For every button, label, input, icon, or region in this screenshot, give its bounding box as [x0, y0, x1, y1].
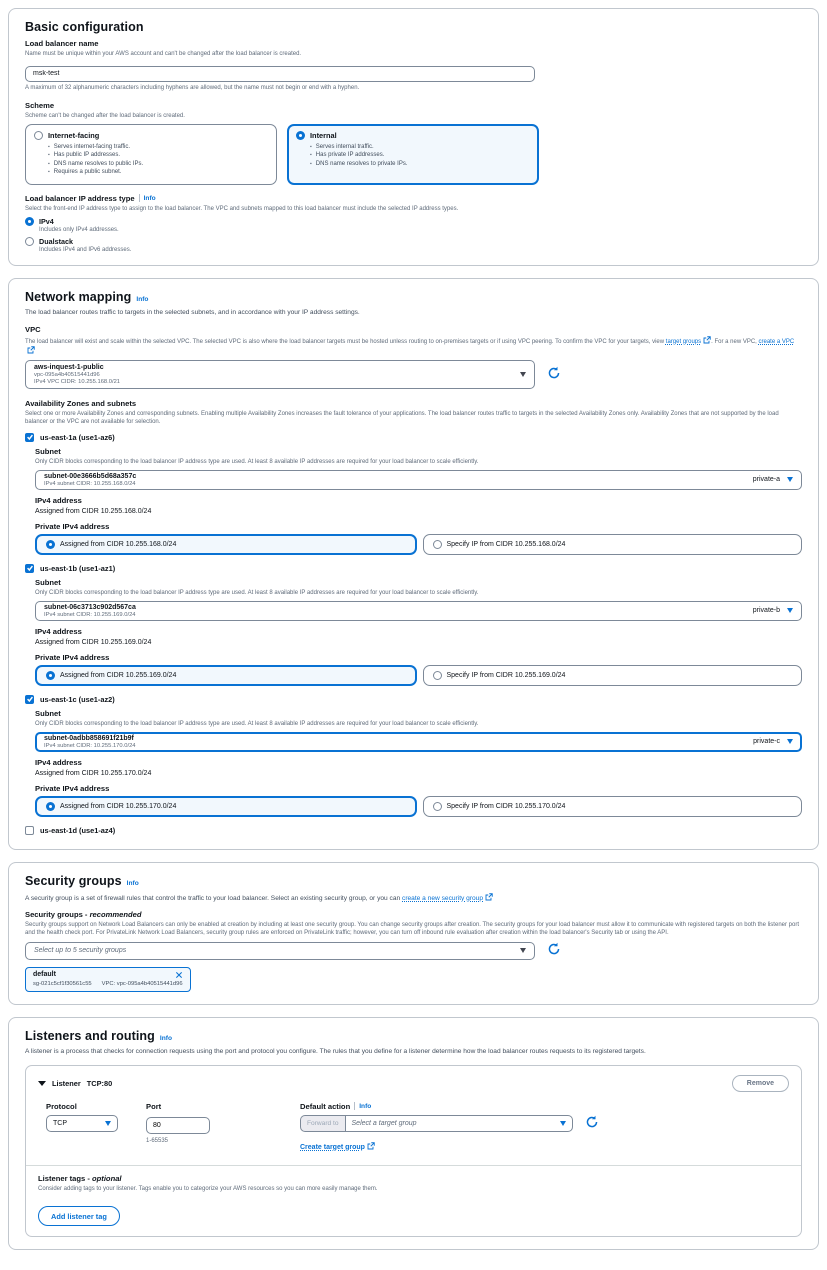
target-group-select[interactable]: [345, 1115, 573, 1132]
divider: [354, 1102, 355, 1110]
chevron-down-icon: [105, 1121, 111, 1126]
port-range-hint: 1-65535: [146, 1137, 169, 1144]
radio-icon[interactable]: [46, 802, 55, 811]
ipv4-option-label: Specify IP from CIDR 10.255.169.0/24: [446, 671, 566, 679]
ipv4-address-label: IPv4 address: [35, 495, 82, 505]
listener-card: [25, 1065, 802, 1238]
listener-tags-label: Listener tags - optional: [38, 1173, 122, 1183]
ipv4-option-specify[interactable]: [423, 665, 803, 686]
private-ipv4-label: Private IPv4 address: [35, 652, 110, 662]
ipv4-option-label: Specify IP from CIDR 10.255.170.0/24: [446, 802, 566, 810]
radio-icon[interactable]: [296, 131, 305, 140]
scheme-option-internal[interactable]: [287, 124, 539, 185]
listeners-routing-info-link[interactable]: Info: [159, 1034, 172, 1042]
subnet-id: subnet-00e3666b5d68a357c: [44, 472, 137, 480]
checkbox-checked-icon[interactable]: [25, 695, 34, 704]
subnet-select-us-east-1a[interactable]: [35, 470, 802, 490]
az-checkbox-label: us-east-1a (use1-az6): [40, 432, 115, 442]
checkbox-unchecked-icon[interactable]: [25, 826, 34, 835]
radio-icon[interactable]: [433, 802, 442, 811]
protocol-label: Protocol: [46, 1101, 77, 1111]
radio-icon[interactable]: [46, 671, 55, 680]
az-block-us-east-1d: [25, 826, 802, 835]
scheme-bullet: ▪ Serves internet-facing traffic.: [53, 143, 131, 150]
default-action-label: Default action: [300, 1101, 351, 1111]
ip-option-hint: Includes only IPv4 addresses.: [39, 226, 119, 233]
default-action-info-link[interactable]: Info: [359, 1102, 372, 1110]
subnet-tag: private-a: [752, 476, 780, 483]
private-ipv4-label: Private IPv4 address: [35, 521, 110, 531]
ip-address-type-label: Load balancer IP address type: [25, 193, 135, 203]
ip-address-type-hint: Select the front-end IP address type to assign to the load balancer. The VPC and subnets mapped to this load balancer must include the selected IP address types.: [25, 205, 459, 212]
vpc-select-name: aws-inquest-1-public: [34, 363, 104, 371]
listener-word: Listener: [52, 1078, 81, 1088]
remove-listener-button[interactable]: Remove: [732, 1075, 789, 1092]
security-group-token-vpc: VPC: vpc-095a4b40515441d96: [101, 980, 183, 987]
listener-value: TCP:80: [86, 1078, 113, 1088]
divider: [26, 1165, 801, 1166]
ipv4-option-label: Specify IP from CIDR 10.255.168.0/24: [446, 540, 566, 548]
security-groups-refresh-button[interactable]: [547, 942, 561, 959]
port-label: Port: [146, 1101, 162, 1111]
vpc-refresh-button[interactable]: [547, 366, 561, 383]
ipv4-address-label: IPv4 address: [35, 757, 82, 767]
ipv4-assigned-text: Assigned from CIDR 10.255.168.0/24: [35, 507, 152, 515]
basic-configuration-section: [8, 8, 819, 266]
vpc-label: VPC: [25, 324, 41, 334]
ipv4-option-assigned[interactable]: [35, 796, 417, 817]
load-balancer-name-constraint: A maximum of 32 alphanumeric characters including hyphens are allowed, but the name must not begin or end with a hyphen.: [25, 84, 360, 91]
chevron-down-icon: [787, 477, 793, 482]
network-mapping-subtitle: The load balancer routes traffic to targets in the selected subnets, and in accordance with your IP address settings.: [25, 308, 360, 316]
subnet-label: Subnet: [35, 577, 61, 587]
chevron-down-icon: [787, 608, 793, 613]
ip-option-label: IPv4: [39, 216, 54, 226]
protocol-value: TCP: [53, 1119, 67, 1127]
scheme-bullet: ▪ DNS name resolves to private IPs.: [315, 160, 408, 167]
radio-icon[interactable]: [25, 237, 34, 246]
listener-tags-hint: Consider adding tags to your listener. Tags enable you to categorize your AWS resources so you can more easily manage them.: [38, 1185, 378, 1192]
private-ipv4-label: Private IPv4 address: [35, 783, 110, 793]
security-group-token-id: sg-021c5cf1f30561c55: [33, 980, 92, 987]
ip-option-label: Dualstack: [39, 236, 73, 246]
radio-icon[interactable]: [433, 671, 442, 680]
ipv4-option-label: Assigned from CIDR 10.255.169.0/24: [60, 671, 177, 679]
port-input[interactable]: [146, 1117, 210, 1134]
refresh-icon: [547, 366, 561, 380]
listeners-routing-subtitle: A listener is a process that checks for connection requests using the port and protocol you configure. The rules that you define for a listener determine how the load balancer routes requests to its registered targets.: [25, 1047, 646, 1055]
vpc-select-cidr: IPv4 VPC CIDR: 10.255.168.0/21: [34, 378, 121, 385]
subnet-select-us-east-1b[interactable]: [35, 601, 802, 621]
az-checkbox-us-east-1a[interactable]: [25, 433, 802, 442]
ip-option-hint: Includes IPv4 and IPv6 addresses.: [39, 246, 132, 253]
ipv4-option-label: Assigned from CIDR 10.255.168.0/24: [60, 540, 177, 548]
refresh-icon: [547, 942, 561, 956]
az-block-us-east-1b: [25, 564, 802, 686]
ipv4-assigned-text: Assigned from CIDR 10.255.169.0/24: [35, 638, 152, 646]
ipv4-address-label: IPv4 address: [35, 626, 82, 636]
radio-icon[interactable]: [46, 540, 55, 549]
subnet-label: Subnet: [35, 708, 61, 718]
scheme-bullet: ▪ Requires a public subnet.: [53, 169, 122, 175]
security-groups-subtitle: A security group is a set of firewall rules that control the traffic to your load balancer. Select an existing security group, or you can create a new security group: [25, 893, 802, 902]
checkbox-checked-icon[interactable]: [25, 433, 34, 442]
default-action-column: [300, 1102, 599, 1154]
ip-option-dualstack[interactable]: [25, 237, 802, 246]
az-subnets-label: Availability Zones and subnets: [25, 398, 137, 408]
vpc-select-id: vpc-095a4b40515441d96: [34, 371, 100, 378]
radio-icon[interactable]: [34, 131, 43, 140]
forward-to-label: Forward to: [300, 1115, 345, 1132]
chevron-down-icon: [520, 948, 526, 953]
refresh-icon: [585, 1115, 599, 1129]
scheme-hint: Scheme can't be changed after the load balancer is created.: [25, 112, 185, 119]
subnet-hint: Only CIDR blocks corresponding to the load balancer IP address type are used. At least 8 available IP addresses are required for your load balancer to scale efficiently.: [35, 589, 479, 596]
security-groups-select[interactable]: [25, 942, 535, 960]
listeners-routing-section: [8, 1017, 819, 1251]
scheme-bullet: ▪ Serves internal traffic.: [315, 143, 374, 150]
network-mapping-title: Network mapping: [25, 289, 132, 304]
listeners-routing-title: Listeners and routing: [25, 1028, 155, 1043]
subnet-tag: private-c: [753, 738, 780, 745]
create-vpc-link[interactable]: create a VPC: [758, 338, 795, 345]
subnet-id: subnet-0adbb858691f21b9f: [44, 734, 134, 742]
network-mapping-section: [8, 278, 819, 850]
security-group-token-default: [25, 967, 191, 992]
load-balancer-name-hint: Name must be unique within your AWS account and can't be changed after the load balancer is created.: [25, 51, 302, 57]
subnet-label: Subnet: [35, 446, 61, 456]
subnet-cidr: IPv4 subnet CIDR: 10.255.170.0/24: [44, 742, 136, 749]
security-groups-title: Security groups: [25, 873, 122, 888]
subnet-cidr: IPv4 subnet CIDR: 10.255.168.0/24: [44, 480, 136, 487]
create-security-group-link[interactable]: create a new security group: [402, 894, 484, 902]
external-link-icon: [703, 336, 711, 344]
external-link-icon: [367, 1142, 375, 1150]
add-listener-tag-button[interactable]: Add listener tag: [38, 1206, 120, 1226]
az-checkbox-label: us-east-1b (use1-az1): [40, 563, 116, 573]
scheme-bullet: ▪ DNS name resolves to public IPs.: [53, 160, 144, 167]
subnet-hint: Only CIDR blocks corresponding to the load balancer IP address type are used. At least 8 available IP addresses are required for your load balancer to scale efficiently.: [35, 458, 479, 465]
port-column: [146, 1102, 210, 1154]
subnet-id: subnet-06c3713c902d567ca: [44, 603, 136, 611]
external-link-icon: [27, 346, 35, 354]
close-icon: [175, 971, 183, 979]
ip-option-ipv4[interactable]: [25, 217, 802, 226]
target-group-refresh-button[interactable]: [585, 1115, 599, 1132]
subnet-tag: private-b: [752, 607, 780, 614]
az-checkbox-label: us-east-1d (use1-az4): [40, 825, 116, 835]
ip-address-type-info-link[interactable]: Info: [143, 194, 156, 202]
scheme-option-label: Internal: [310, 130, 337, 140]
az-checkbox-us-east-1c[interactable]: [25, 695, 802, 704]
ipv4-option-specify[interactable]: [423, 534, 803, 555]
az-checkbox-us-east-1d[interactable]: [25, 826, 802, 835]
security-groups-description: Security groups support on Network Load Balancers can only be enabled at creation by including at least one security group. You can change security groups after creation. The security groups for your load balancer must allow it to communicate with registered targets on both the listener port and the health check port. For PrivateLink Network Load Balancers, security group rules are enforced on PrivateLink traffic; however, you can turn off inbound rule evaluation after creation within the load balancer's Security tab or using the API.: [25, 921, 799, 936]
chevron-down-icon: [520, 372, 526, 377]
network-mapping-info-link[interactable]: Info: [136, 295, 149, 303]
vpc-description: The load balancer will exist and scale within the selected VPC. The selected VPC is also where the load balancer targets must be hosted unless routing to on-premises targets or if using VPC peering. To confirm the VPC for your targets, view target groups . For a new VPC, create a VPC: [25, 336, 802, 356]
load-balancer-name-label: Load balancer name: [25, 39, 99, 48]
vpc-select[interactable]: [25, 360, 535, 389]
basic-configuration-title: Basic configuration: [25, 20, 144, 34]
chevron-down-icon: [787, 739, 793, 744]
subnet-hint: Only CIDR blocks corresponding to the load balancer IP address type are used. At least 8 available IP addresses are required for your load balancer to scale efficiently.: [35, 720, 479, 727]
external-link-icon: [485, 893, 493, 901]
az-block-us-east-1c: [25, 695, 802, 817]
scheme-bullet: ▪ Has private IP addresses.: [315, 152, 385, 158]
target-group-placeholder: Select a target group: [351, 1119, 417, 1127]
ipv4-option-specify[interactable]: [423, 796, 803, 817]
divider: [139, 194, 140, 202]
security-groups-placeholder: Select up to 5 security groups: [34, 947, 127, 954]
ipv4-option-label: Assigned from CIDR 10.255.170.0/24: [60, 802, 177, 810]
ipv4-option-assigned[interactable]: [35, 534, 417, 555]
security-groups-field-label: Security groups - recommended: [25, 909, 142, 919]
subnet-select-us-east-1c[interactable]: [35, 732, 802, 752]
create-target-group-link[interactable]: Create target group: [300, 1143, 365, 1151]
ipv4-option-assigned[interactable]: [35, 665, 417, 686]
scheme-label: Scheme: [25, 100, 55, 110]
radio-icon[interactable]: [25, 217, 34, 226]
target-groups-link[interactable]: target groups: [665, 338, 702, 345]
ipv4-assigned-text: Assigned from CIDR 10.255.170.0/24: [35, 769, 152, 777]
scheme-options: [25, 124, 802, 185]
remove-token-button[interactable]: [175, 971, 183, 979]
radio-icon[interactable]: [433, 540, 442, 549]
chevron-down-icon: [560, 1121, 566, 1126]
scheme-option-label: Internet-facing: [48, 130, 100, 140]
load-balancer-name-input[interactable]: [25, 66, 535, 82]
scheme-bullet: ▪ Has public IP addresses.: [53, 152, 121, 158]
protocol-column: [46, 1102, 118, 1154]
az-checkbox-us-east-1b[interactable]: [25, 564, 802, 573]
az-block-us-east-1a: [25, 433, 802, 555]
security-group-token-name: default: [33, 971, 56, 978]
collapse-triangle-icon[interactable]: [38, 1081, 46, 1086]
security-groups-info-link[interactable]: Info: [126, 879, 139, 887]
scheme-option-internet-facing[interactable]: [25, 124, 277, 185]
security-groups-section: [8, 862, 819, 1005]
az-subnets-description: Select one or more Availability Zones and corresponding subnets. Enabling multiple Availability Zones increases the fault tolerance of your applications. The load balancer routes traffic to targets in the selected Availability Zones only. Availability Zones that are not supported by the load balancer or the VPC are not available for selection.: [25, 410, 779, 425]
checkbox-checked-icon[interactable]: [25, 564, 34, 573]
az-checkbox-label: us-east-1c (use1-az2): [40, 694, 115, 704]
protocol-select[interactable]: [46, 1115, 118, 1132]
subnet-cidr: IPv4 subnet CIDR: 10.255.169.0/24: [44, 611, 136, 618]
